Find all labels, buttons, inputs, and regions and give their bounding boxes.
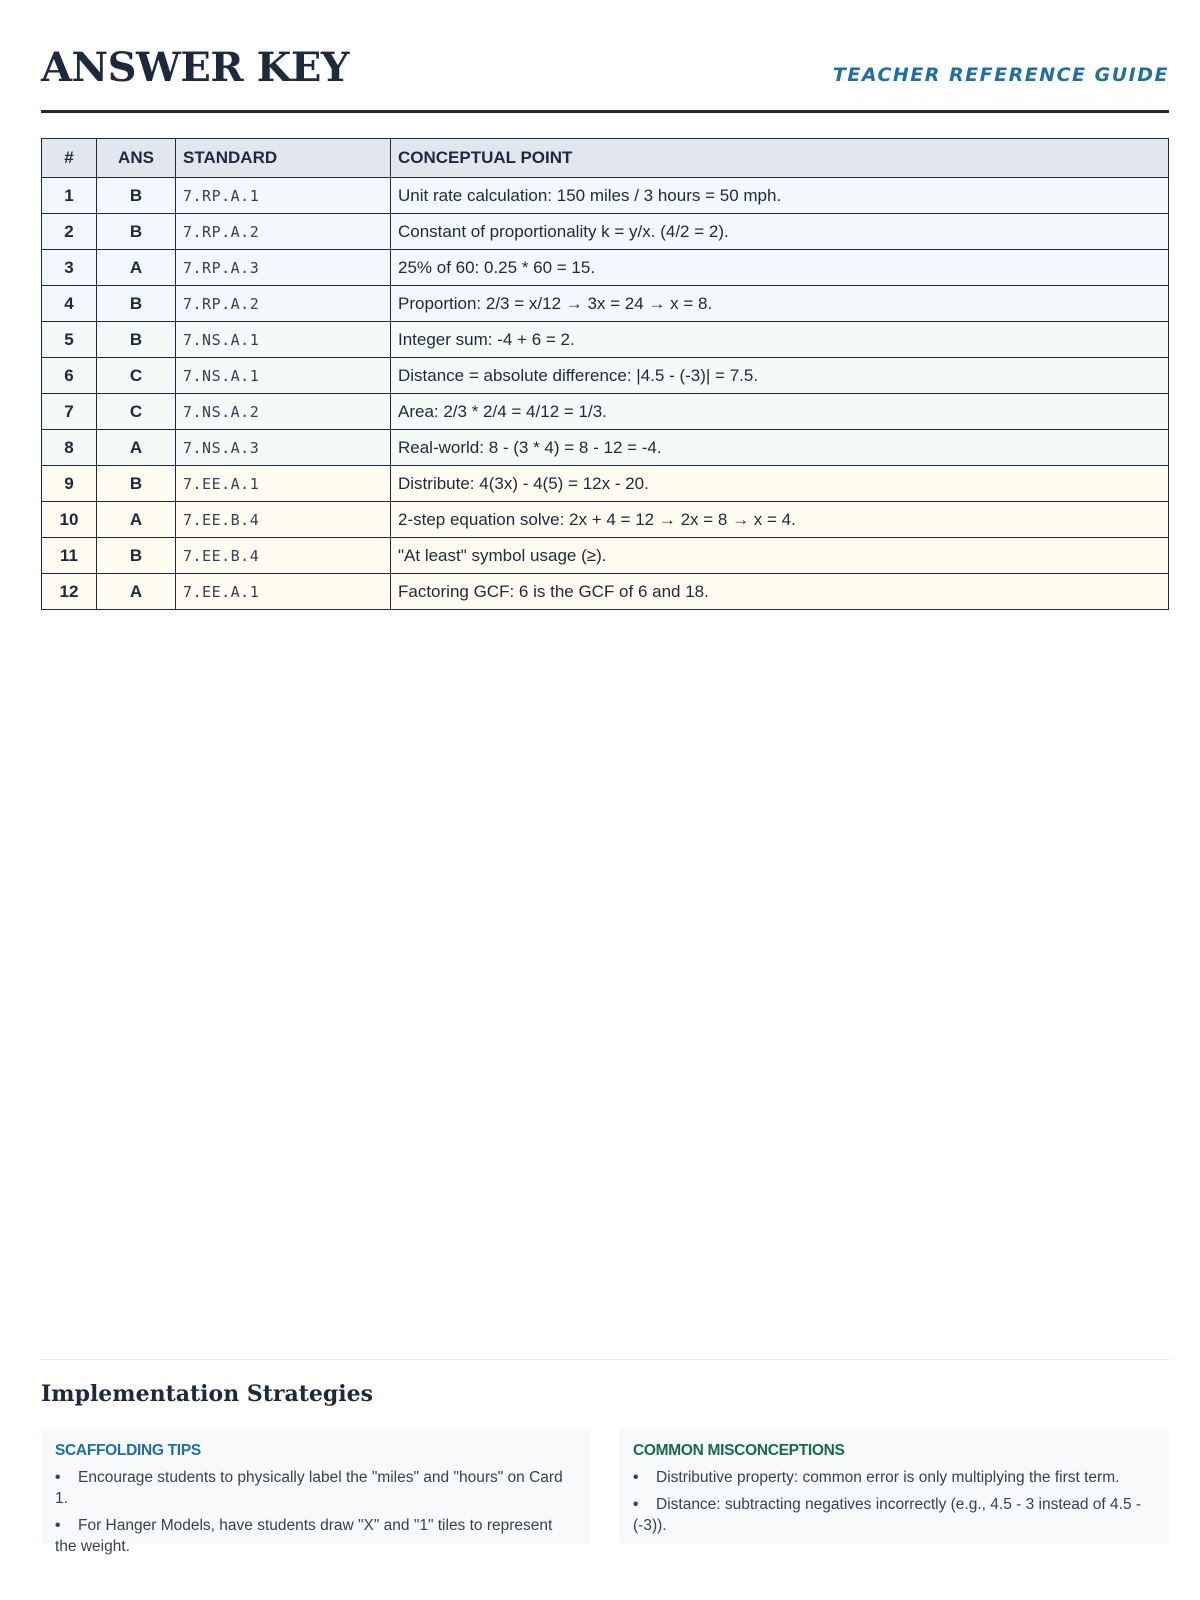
bullet-icon: • (55, 1517, 61, 1534)
answer-letter: C (97, 358, 176, 394)
table-row (42, 358, 1169, 394)
common-misconceptions-panel (619, 1428, 1169, 1544)
standard-code: 7.EE.A.1 (176, 574, 391, 610)
bullet-icon: • (633, 1469, 639, 1486)
answer-letter: A (97, 502, 176, 538)
question-number: 4 (42, 286, 97, 322)
page-title: ANSWER KEY (41, 44, 349, 91)
standard-code: 7.NS.A.1 (176, 358, 391, 394)
question-number: 11 (42, 538, 97, 574)
standard-code: 7.EE.A.1 (176, 466, 391, 502)
answer-letter: B (97, 538, 176, 574)
column-header-standard: STANDARD (176, 139, 391, 178)
answer-letter: A (97, 250, 176, 286)
standard-code: 7.NS.A.3 (176, 430, 391, 466)
answer-letter: B (97, 322, 176, 358)
question-number: 12 (42, 574, 97, 610)
question-number: 7 (42, 394, 97, 430)
answer-letter: C (97, 394, 176, 430)
column-header-number: # (42, 139, 97, 178)
table-row (42, 394, 1169, 430)
bullet-icon: • (633, 1496, 639, 1513)
question-number: 1 (42, 178, 97, 214)
table-header-row (42, 139, 1169, 178)
conceptual-point: Constant of proportionality k = y/x. (4/2 = 2). (391, 214, 1169, 250)
conceptual-point: "At least" symbol usage (≥). (391, 538, 1169, 574)
table-row (42, 430, 1169, 466)
question-number: 10 (42, 502, 97, 538)
question-number: 8 (42, 430, 97, 466)
table-row (42, 466, 1169, 502)
table-row (42, 322, 1169, 358)
table-row (42, 250, 1169, 286)
standard-code: 7.EE.B.4 (176, 502, 391, 538)
question-number: 3 (42, 250, 97, 286)
table-row (42, 178, 1169, 214)
conceptual-point: 2-step equation solve: 2x + 4 = 12 → 2x = 8 → x = 4. (391, 502, 1169, 538)
answer-letter: B (97, 466, 176, 502)
common-misconceptions-title: COMMON MISCONCEPTIONS (633, 1442, 845, 1459)
strategies-heading: Implementation Strategies (41, 1381, 374, 1407)
section-divider (41, 1359, 1169, 1360)
conceptual-point: 25% of 60: 0.25 * 60 = 15. (391, 250, 1169, 286)
list-item-text: Distributive property: common error is only multiplying the first term. (656, 1469, 1120, 1486)
question-number: 9 (42, 466, 97, 502)
question-number: 2 (42, 214, 97, 250)
column-header-conceptual-point: CONCEPTUAL POINT (391, 139, 1169, 178)
list-item (55, 1467, 577, 1509)
conceptual-point: Unit rate calculation: 150 miles / 3 hours = 50 mph. (391, 178, 1169, 214)
list-item (633, 1467, 1155, 1488)
bullet-icon: • (55, 1469, 61, 1486)
scaffolding-tips-list (55, 1467, 577, 1557)
question-number: 6 (42, 358, 97, 394)
table-row (42, 214, 1169, 250)
answer-letter: B (97, 214, 176, 250)
question-number: 5 (42, 322, 97, 358)
standard-code: 7.NS.A.1 (176, 322, 391, 358)
scaffolding-tips-panel (41, 1428, 591, 1555)
conceptual-point: Factoring GCF: 6 is the GCF of 6 and 18. (391, 574, 1169, 610)
answer-letter: A (97, 430, 176, 466)
list-item-text: For Hanger Models, have students draw "X" and "1" tiles to represent the weight. (55, 1517, 553, 1555)
standard-code: 7.RP.A.3 (176, 250, 391, 286)
conceptual-point: Area: 2/3 * 2/4 = 4/12 = 1/3. (391, 394, 1169, 430)
table-row (42, 286, 1169, 322)
standard-code: 7.RP.A.2 (176, 286, 391, 322)
conceptual-point: Real-world: 8 - (3 * 4) = 8 - 12 = -4. (391, 430, 1169, 466)
conceptual-point: Distribute: 4(3x) - 4(5) = 12x - 20. (391, 466, 1169, 502)
answer-key-page (41, 0, 1169, 1600)
list-item (633, 1494, 1155, 1536)
conceptual-point: Integer sum: -4 + 6 = 2. (391, 322, 1169, 358)
page-subtitle: TEACHER REFERENCE GUIDE (832, 64, 1169, 86)
conceptual-point: Proportion: 2/3 = x/12 → 3x = 24 → x = 8. (391, 286, 1169, 322)
page-header (41, 40, 1169, 113)
list-item (55, 1515, 577, 1557)
answer-letter: A (97, 574, 176, 610)
column-header-answer: ANS (97, 139, 176, 178)
answer-letter: B (97, 178, 176, 214)
standard-code: 7.NS.A.2 (176, 394, 391, 430)
table-row (42, 502, 1169, 538)
scaffolding-tips-title: SCAFFOLDING TIPS (55, 1442, 201, 1459)
conceptual-point: Distance = absolute difference: |4.5 - (-3)| = 7.5. (391, 358, 1169, 394)
table-row (42, 574, 1169, 610)
answer-letter: B (97, 286, 176, 322)
standard-code: 7.EE.B.4 (176, 538, 391, 574)
table-row (42, 538, 1169, 574)
standard-code: 7.RP.A.1 (176, 178, 391, 214)
common-misconceptions-list (633, 1467, 1155, 1536)
answer-key-table (41, 138, 1169, 610)
list-item-text: Distance: subtracting negatives incorrectly (e.g., 4.5 - 3 instead of 4.5 - (-3)). (633, 1496, 1142, 1534)
list-item-text: Encourage students to physically label the "miles" and "hours" on Card 1. (55, 1469, 563, 1507)
standard-code: 7.RP.A.2 (176, 214, 391, 250)
